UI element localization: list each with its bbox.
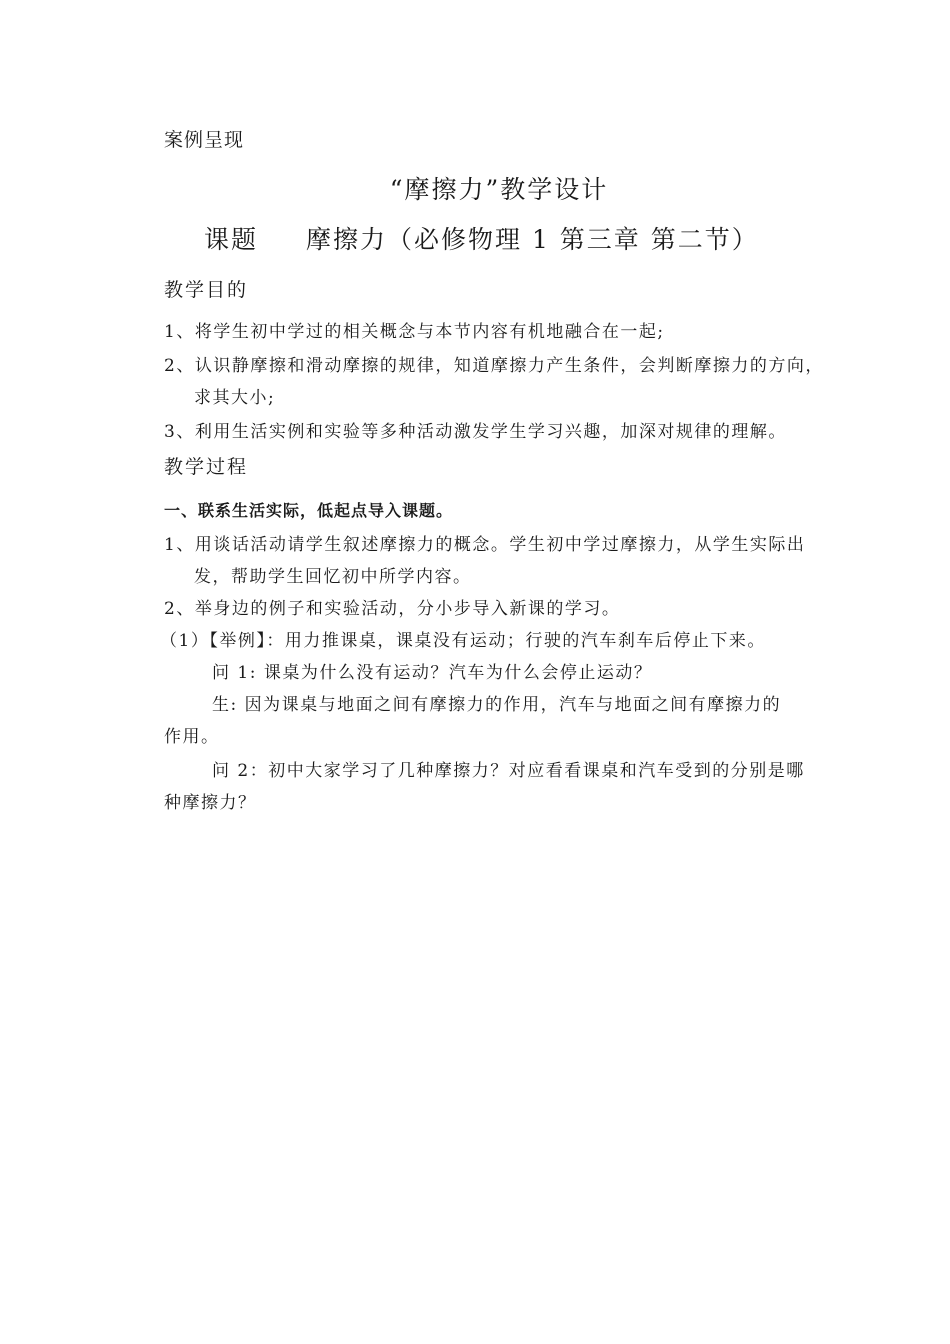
subject-line <box>204 224 759 256</box>
paragraph-1-line-2: 发，帮助学生回忆初中所学内容。 <box>194 567 472 587</box>
paragraph-2: 2、举身边的例子和实验活动，分小步导入新课的学习。 <box>164 599 621 619</box>
question-2-line-2: 种摩擦力？ <box>164 793 257 813</box>
example-line: （1）【举例】：用力推课桌，课桌没有运动；行驶的汽车刹车后停止下来。 <box>160 631 766 651</box>
paragraph-1-line-1: 1、用谈话活动请学生叙述摩擦力的概念。学生初中学过摩擦力，从学生实际出 <box>164 535 806 555</box>
document-title-text: “摩擦力”教学设计 <box>389 175 609 204</box>
question-2-line-1: 问 2：初中大家学习了几种摩擦力？对应看看课桌和汽车受到的分别是哪 <box>212 761 805 781</box>
question-1: 问 1: 课桌为什么没有运动？汽车为什么会停止运动？ <box>212 663 653 683</box>
objective-item-2-line-2: 求其大小; <box>194 388 276 408</box>
answer-1-line-2: 作用。 <box>164 727 220 747</box>
case-label: 案例呈现 <box>164 129 245 151</box>
section-1-title: 一、联系生活实际，低起点导入课题。 <box>164 501 454 520</box>
objective-item-3: 3、利用生活实例和实验等多种活动激发学生学习兴趣，加深对规律的理解。 <box>164 422 787 442</box>
answer-1-line-1: 生: 因为课桌与地面之间有摩擦力的作用，汽车与地面之间有摩擦力的 <box>212 695 782 715</box>
process-heading: 教学过程 <box>164 456 249 478</box>
objective-item-2-line-1: 2、认识静摩擦和滑动摩擦的规律，知道摩擦力产生条件，会判断摩擦力的方向， <box>164 356 824 376</box>
subject-label: 课题 <box>204 225 259 254</box>
objectives-heading: 教学目的 <box>164 279 249 301</box>
subject-value: 摩擦力（必修物理 1 第三章 第二节） <box>306 225 759 254</box>
document-title <box>0 174 950 206</box>
objective-item-1: 1、将学生初中学过的相关概念与本节内容有机地融合在一起; <box>164 322 665 342</box>
